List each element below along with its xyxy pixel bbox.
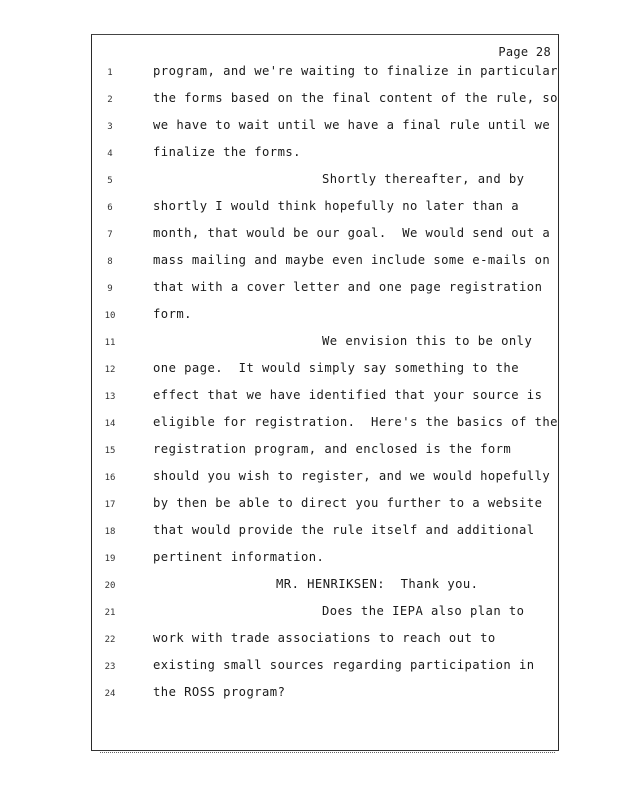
line-number: 4 xyxy=(107,149,113,159)
line-text: month, that would be our goal. We would send out a xyxy=(153,226,551,240)
page-number: Page 28 xyxy=(498,45,551,59)
transcript-line xyxy=(0,145,618,167)
line-text: Does the IEPA also plan to xyxy=(322,604,525,618)
line-number: 19 xyxy=(104,554,116,564)
transcript-line xyxy=(0,631,618,653)
line-number: 1 xyxy=(107,68,113,78)
transcript-line xyxy=(0,361,618,383)
transcript-line xyxy=(0,442,618,464)
transcript-line xyxy=(0,415,618,437)
line-number: 12 xyxy=(104,365,116,375)
line-number: 8 xyxy=(107,257,113,267)
line-number: 23 xyxy=(104,662,116,672)
line-text: we have to wait until we have a final rule until we xyxy=(153,118,551,132)
line-text: the forms based on the final content of the rule, so xyxy=(153,91,558,105)
transcript-line xyxy=(0,496,618,518)
bottom-scan-noise xyxy=(100,752,555,756)
transcript-line xyxy=(0,550,618,572)
line-number: 11 xyxy=(104,338,116,348)
line-text: existing small sources regarding participation in xyxy=(153,658,535,672)
transcript-line xyxy=(0,604,618,626)
line-number: 13 xyxy=(104,392,116,402)
transcript-line xyxy=(0,469,618,491)
line-number: 15 xyxy=(104,446,116,456)
transcript-line xyxy=(0,280,618,302)
line-number: 5 xyxy=(107,176,113,186)
line-text: finalize the forms. xyxy=(153,145,301,159)
line-text: Shortly thereafter, and by xyxy=(322,172,525,186)
transcript-line xyxy=(0,388,618,410)
transcript-line xyxy=(0,226,618,248)
line-text: MR. HENRIKSEN: Thank you. xyxy=(276,577,479,591)
line-text: registration program, and enclosed is the form xyxy=(153,442,512,456)
line-number: 18 xyxy=(104,527,116,537)
line-number: 9 xyxy=(107,284,113,294)
transcript-line xyxy=(0,307,618,329)
line-text: should you wish to register, and we would hopefully xyxy=(153,469,551,483)
line-number: 2 xyxy=(107,95,113,105)
line-text: one page. It would simply say something to the xyxy=(153,361,520,375)
line-text: that would provide the rule itself and additional xyxy=(153,523,535,537)
line-text: shortly I would think hopefully no later than a xyxy=(153,199,520,213)
line-number: 17 xyxy=(104,500,116,510)
line-text: form. xyxy=(153,307,192,321)
line-text: eligible for registration. Here's the basics of the xyxy=(153,415,558,429)
transcript-line xyxy=(0,253,618,275)
line-text: work with trade associations to reach out to xyxy=(153,631,496,645)
transcript-line xyxy=(0,172,618,194)
line-text: program, and we're waiting to finalize in particular xyxy=(153,64,558,78)
transcript-line xyxy=(0,91,618,113)
line-number: 16 xyxy=(104,473,116,483)
line-text: that with a cover letter and one page registration xyxy=(153,280,543,294)
line-number: 3 xyxy=(107,122,113,132)
transcript-line xyxy=(0,658,618,680)
line-number: 21 xyxy=(104,608,116,618)
line-number: 20 xyxy=(104,581,116,591)
line-text: mass mailing and maybe even include some e-mails on xyxy=(153,253,551,267)
line-text: effect that we have identified that your source is xyxy=(153,388,543,402)
transcript-line xyxy=(0,577,618,599)
line-number: 10 xyxy=(104,311,116,321)
line-text: by then be able to direct you further to a website xyxy=(153,496,543,510)
line-number: 14 xyxy=(104,419,116,429)
transcript-line xyxy=(0,199,618,221)
line-text: the ROSS program? xyxy=(153,685,286,699)
line-number: 6 xyxy=(107,203,113,213)
line-text: pertinent information. xyxy=(153,550,325,564)
transcript-line xyxy=(0,118,618,140)
transcript-line xyxy=(0,523,618,545)
line-number: 24 xyxy=(104,689,116,699)
transcript-line xyxy=(0,64,618,86)
transcript-line xyxy=(0,685,618,707)
line-number: 7 xyxy=(107,230,113,240)
transcript-line xyxy=(0,334,618,356)
line-number: 22 xyxy=(104,635,116,645)
bottom-rule xyxy=(91,750,559,751)
line-text: We envision this to be only xyxy=(322,334,533,348)
